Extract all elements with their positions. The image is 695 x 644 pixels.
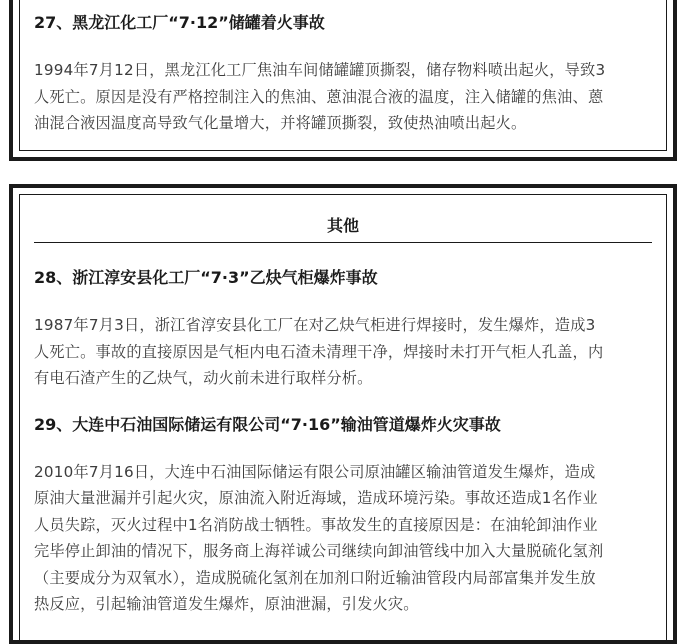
accident-28-title: 28、浙江淳安县化工厂“7·3”乙炔气柜爆炸事故: [34, 268, 378, 287]
description-line: 油混合液因温度高导致气化量增大，并将罐顶撕裂，致使热油喷出起火。: [34, 114, 527, 132]
description-line: 人员失踪，灭火过程中1名消防战士牺牲。事故发生的直接原因是：在油轮卸油作业: [34, 515, 598, 534]
description-line: 热反应，引起输油管道发生爆炸，原油泄漏，引发火灾。: [34, 595, 419, 613]
accident-28-description: [34, 312, 652, 392]
accident-29-description: [34, 459, 652, 618]
description-line: 完毕停止卸油的情况下，服务商上海祥诚公司继续向卸油管线中加入大量脱硫化氢剂: [34, 542, 604, 560]
section-title-other: 其他: [326, 216, 359, 235]
section-divider: [34, 242, 652, 243]
accident-27-description: [34, 57, 652, 137]
section-card-other: [9, 184, 677, 644]
accident-card-27: [9, 0, 677, 161]
description-line: 1987年7月3日，浙江省淳安县化工厂在对乙炔气柜进行焊接时，发生爆炸，造成3: [34, 316, 596, 334]
accident-29-title: 29、大连中石油国际储运有限公司“7·16”输油管道爆炸火灾事故: [34, 414, 501, 434]
section-other-content: [34, 215, 652, 618]
description-line: 有电石渣产生的乙炔气，动火前未进行取样分析。: [34, 369, 373, 387]
description-line: （主要成分为双氧水），造成脱硫化氢剂在加剂口附近输油管段内局部富集并发生放: [34, 568, 596, 587]
description-line: 1994年7月12日，黑龙江化工厂焦油车间储罐罐顶撕裂，储存物料喷出起火，导致3: [34, 61, 606, 79]
accident-27-content: [34, 12, 652, 137]
description-line: 人死亡。事故的直接原因是气柜内电石渣未清理干净，焊接时未打开气柜人孔盖，内: [34, 342, 604, 361]
description-line: 原油大量泄漏并引起火灾，原油流入附近海域，造成环境污染。事故还造成1名作业: [34, 489, 598, 507]
description-line: 人死亡。原因是没有严格控制注入的焦油、蒽油混合液的温度，注入储罐的焦油、蒽: [34, 87, 604, 106]
description-line: 2010年7月16日，大连中石油国际储运有限公司原油罐区输油管道发生爆炸，造成: [34, 462, 596, 481]
accident-27-title: 27、黑龙江化工厂“7·12”储罐着火事故: [34, 13, 325, 32]
